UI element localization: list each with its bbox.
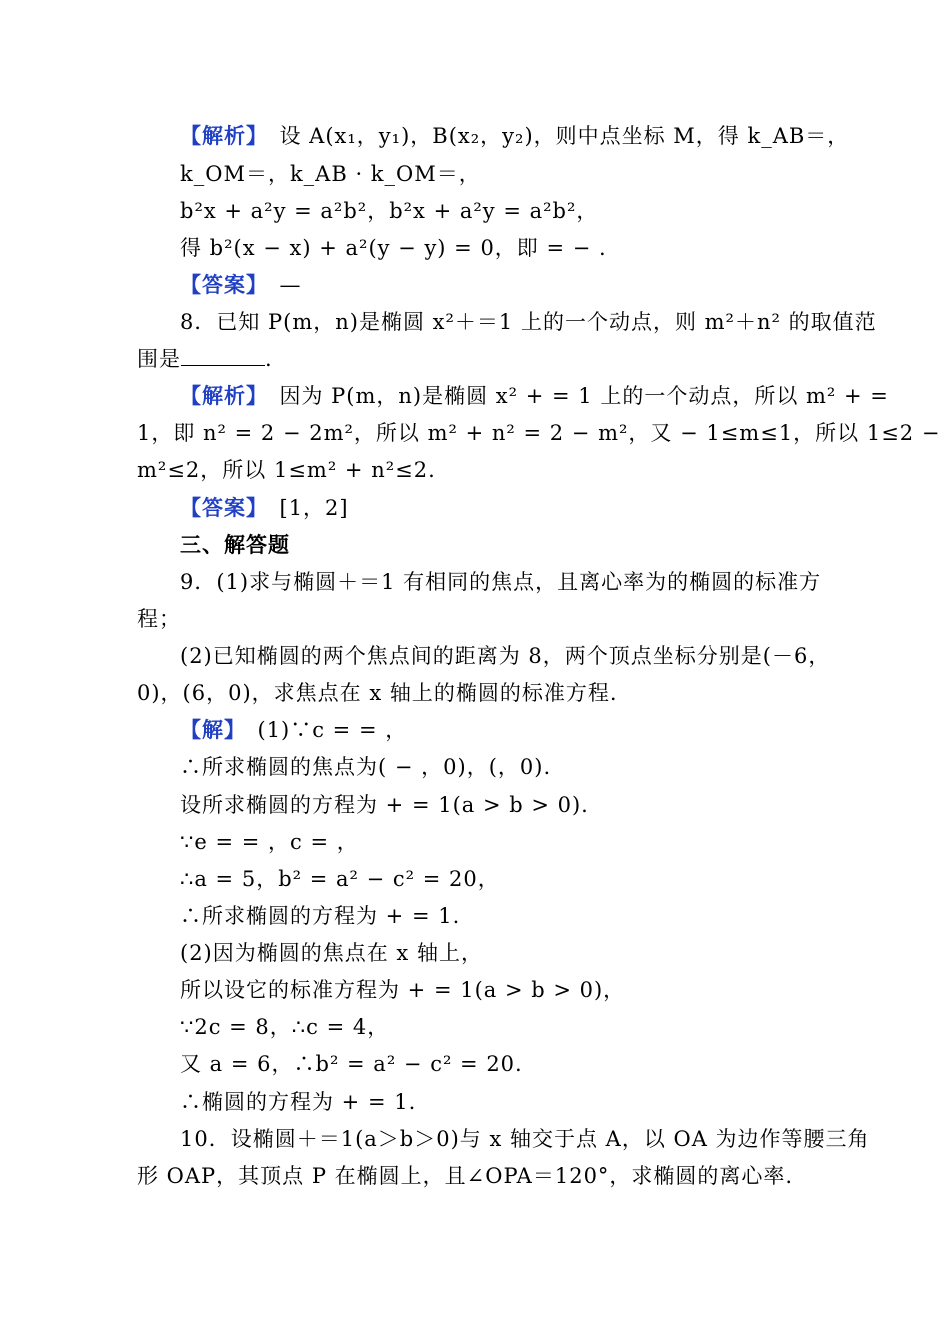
- line-26: 又 a = 6，∴b² = a² − c² = 20.: [180, 1052, 523, 1076]
- line-22: ∴所求椭圆的方程为 + = 1.: [180, 904, 461, 928]
- line-17: [180, 716, 407, 744]
- line-3: b²x + a²y = a²b²，b²x + a²y = a²b²，: [180, 199, 599, 223]
- line-text: —: [257, 273, 302, 297]
- line-text: 设 A(x₁，y₁)，B(x₂，y₂)，则中点坐标 M，得 k_AB＝，: [257, 124, 850, 148]
- analysis-tag: 【解析】: [180, 124, 258, 148]
- answer-blank: [181, 345, 265, 366]
- answer-tag: 【答案】: [180, 273, 258, 297]
- line-25: ∵2c = 8，∴c = 4，: [180, 1015, 390, 1039]
- question-9-line-3: (2)已知椭圆的两个焦点间的距离为 8，两个顶点坐标分别是(－6，: [180, 644, 831, 668]
- line-text: [1，2]: [257, 496, 349, 520]
- line-9: 1，即 n² = 2 − 2m²，所以 m² + n² = 2 − m²，又 − 1≤m≤1，所以 1≤2 −: [137, 421, 941, 445]
- line-4: 得 b²(x − x) + a²(y − y) = 0，即 = − .: [180, 236, 607, 260]
- line-text: 因为 P(m，n)是椭圆 x² + = 1 上的一个动点，所以 m² + =: [257, 384, 889, 408]
- line-1: [180, 122, 849, 150]
- line-23: (2)因为椭圆的焦点在 x 轴上，: [180, 941, 483, 965]
- question-8-line-2: [137, 345, 273, 373]
- question-10-line-1: 10．设椭圆＋＝1(a＞b＞0)与 x 轴交于点 A，以 OA 为边作等腰三角: [180, 1127, 870, 1151]
- question-8-line-1: 8．已知 P(m，n)是椭圆 x²＋＝1 上的一个动点，则 m²＋n² 的取值范: [180, 310, 877, 334]
- line-2: k_OM＝，k_AB · k_OM＝，: [180, 162, 481, 186]
- line-5: [180, 271, 302, 299]
- line-27: ∴椭圆的方程为 + = 1.: [180, 1090, 417, 1114]
- line-20: ∵e = = ，c = ，: [180, 830, 359, 854]
- solution-tag: 【解】: [180, 718, 236, 742]
- line-end: .: [265, 347, 273, 371]
- line-text: (1)∵c = = ，: [235, 718, 408, 742]
- section-heading: 三、解答题: [180, 533, 290, 557]
- question-10-line-2: 形 OAP，其顶点 P 在椭圆上，且∠OPA＝120°，求椭圆的离心率.: [137, 1164, 794, 1188]
- question-9-line-2: 程；: [137, 607, 181, 631]
- answer-tag: 【答案】: [180, 496, 258, 520]
- line-text: 围是: [137, 347, 181, 371]
- question-9-line-4: 0)，(6，0)，求焦点在 x 轴上的椭圆的标准方程.: [137, 681, 618, 705]
- line-10: m²≤2，所以 1≤m² + n²≤2.: [137, 458, 436, 482]
- line-11: [180, 494, 349, 522]
- line-18: ∴所求椭圆的焦点为( − ，0)，(，0).: [180, 755, 552, 779]
- line-8: [180, 382, 889, 410]
- analysis-tag: 【解析】: [180, 384, 258, 408]
- line-21: ∴a = 5，b² = a² − c² = 20，: [180, 867, 500, 891]
- question-9-line-1: 9．(1)求与椭圆＋＝1 有相同的焦点，且离心率为的椭圆的标准方: [180, 570, 822, 594]
- line-24: 所以设它的标准方程为 + = 1(a > b > 0)，: [180, 978, 626, 1002]
- line-19: 设所求椭圆的方程为 + = 1(a > b > 0).: [180, 793, 589, 817]
